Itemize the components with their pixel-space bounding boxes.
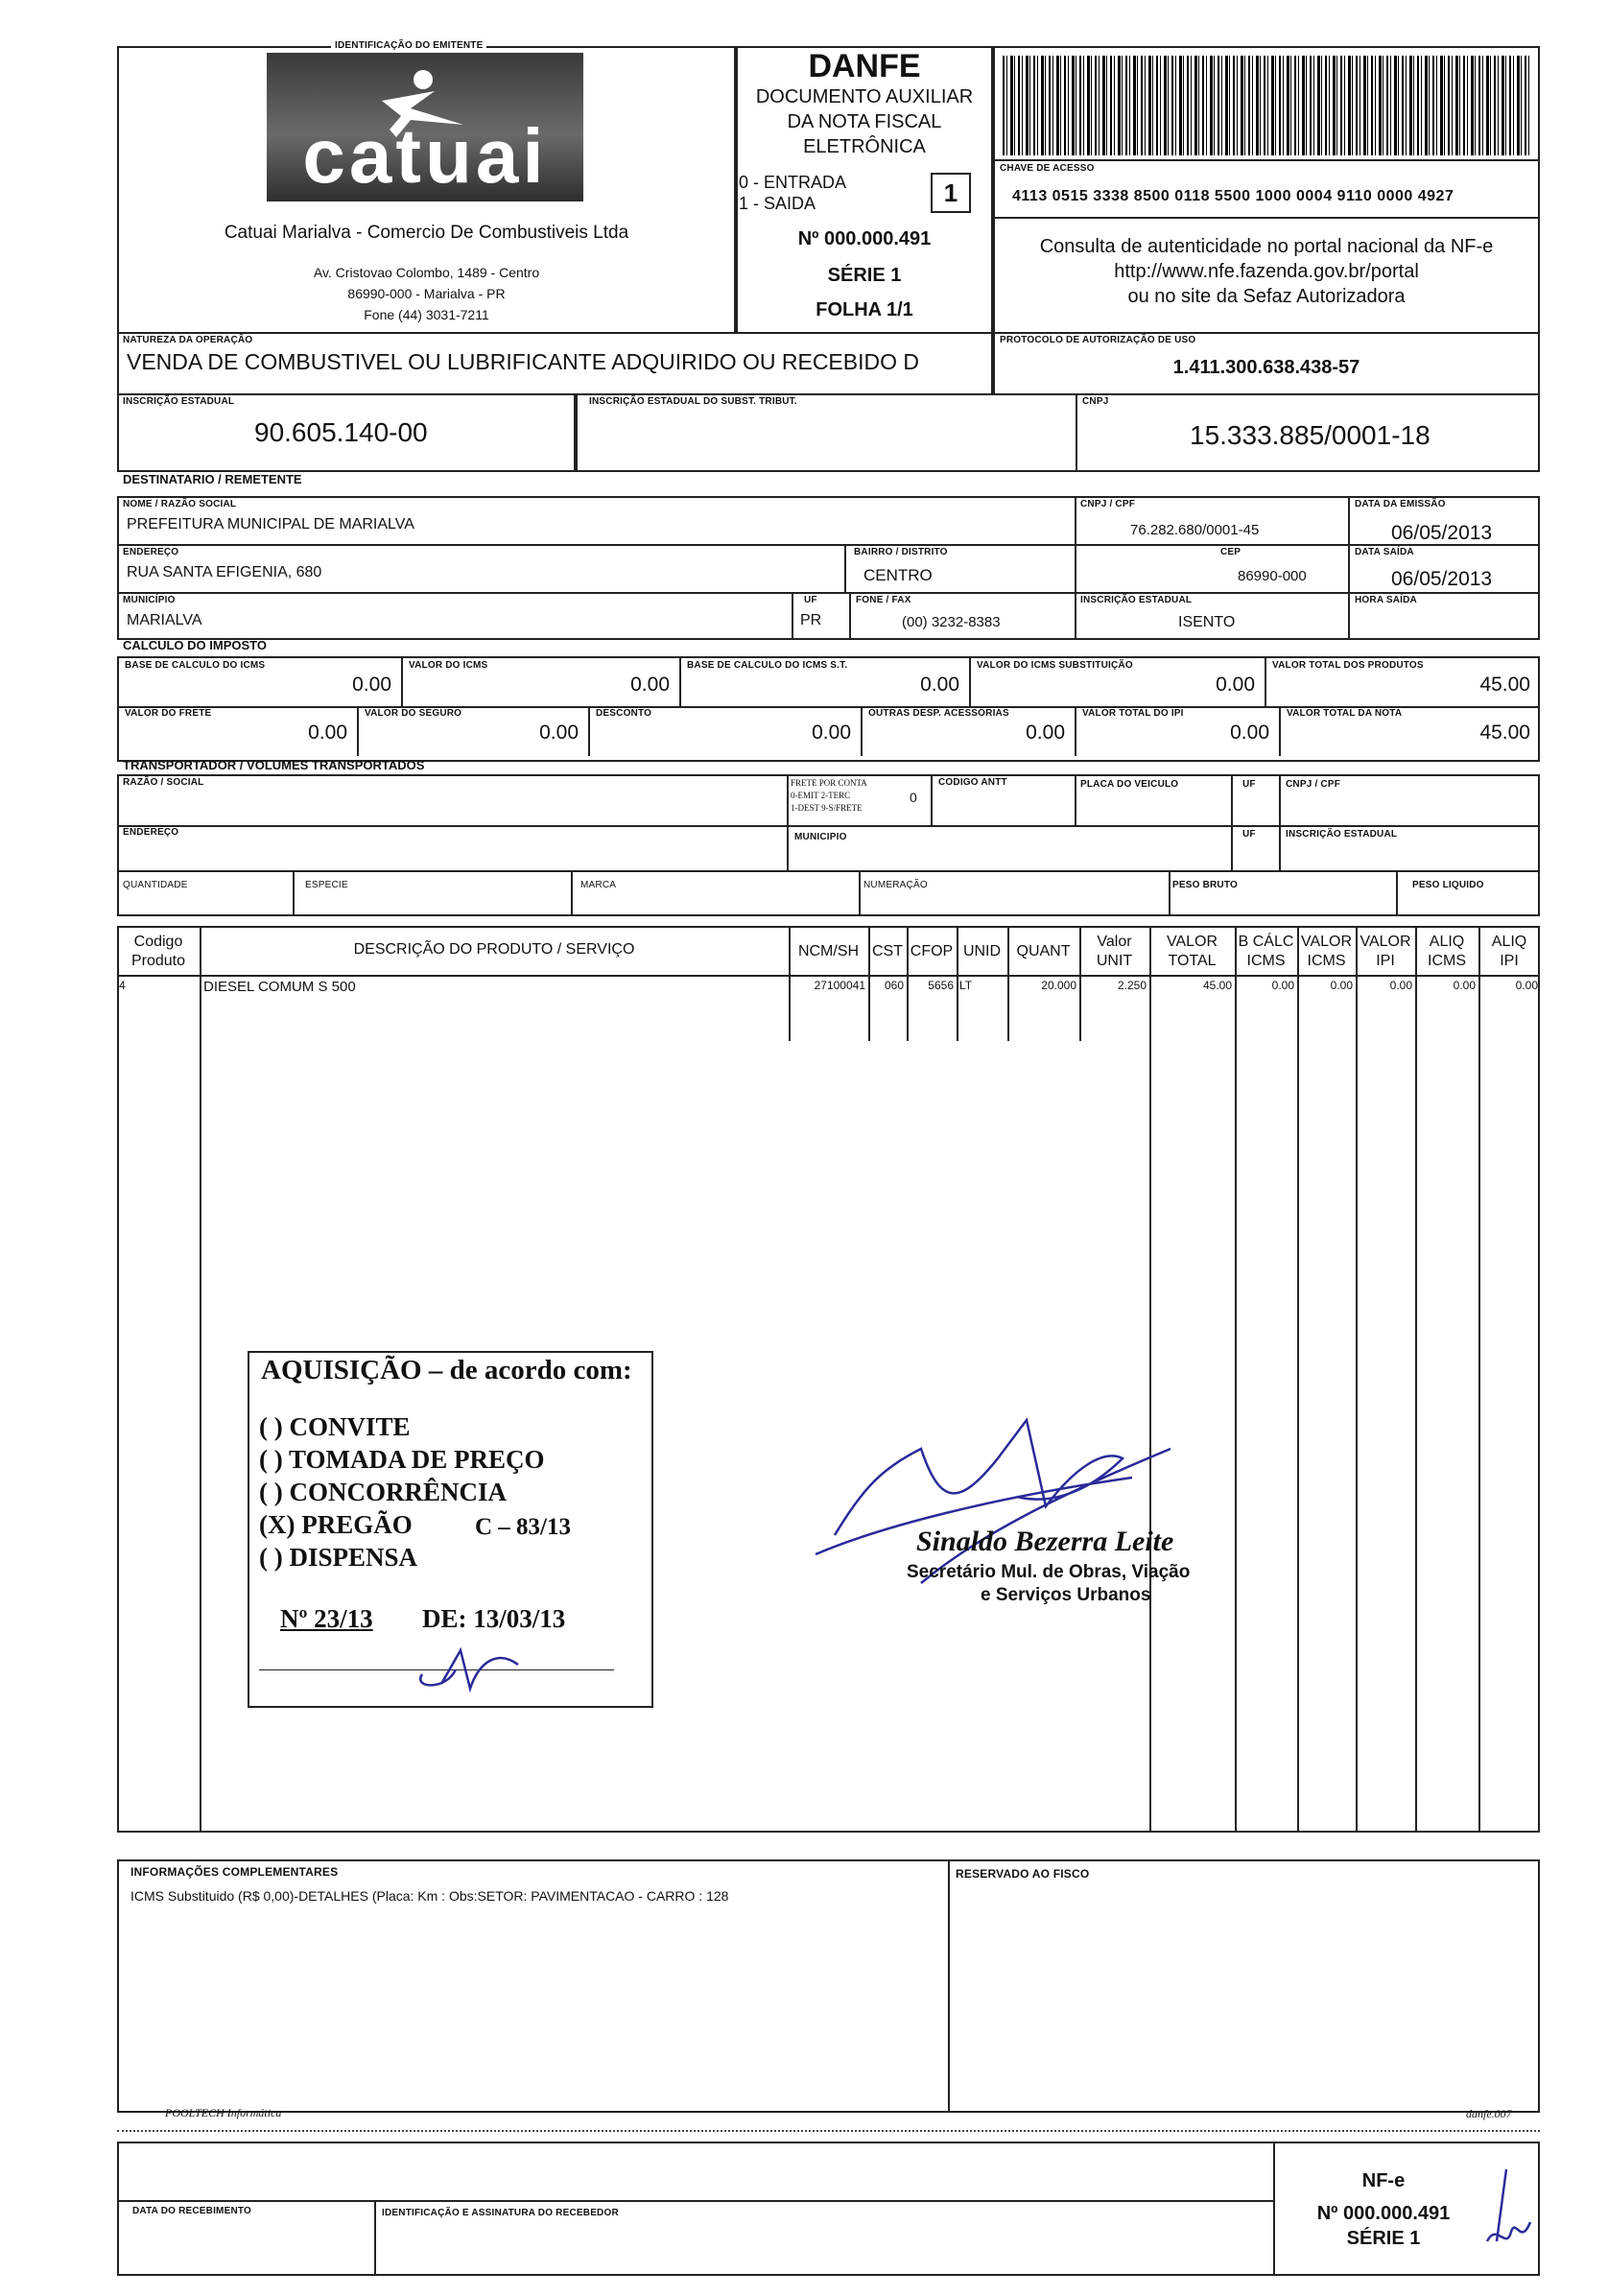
imposto-row1-label: BASE DE CALCULO DO ICMS xyxy=(125,660,266,671)
transp-peso-liquido-label: PESO LIQUIDO xyxy=(1412,880,1484,890)
imposto-row2-label: VALOR DO FRETE xyxy=(125,708,212,719)
catuai-logo xyxy=(267,53,583,201)
transp-marca-label: MARCA xyxy=(580,880,617,890)
danfe-folha: FOLHA 1/1 xyxy=(816,299,913,320)
stamp-numero: Nº 23/13 xyxy=(280,1604,373,1633)
dest-hora-label: HORA SAÍDA xyxy=(1355,595,1417,605)
hdr-vtotal xyxy=(1149,933,1235,971)
software-name: POOLTECH Informática xyxy=(165,2106,282,2119)
dest-cep-label: CEP xyxy=(1220,547,1241,557)
danfe-entrada: 0 - ENTRADA xyxy=(739,173,847,192)
danfe-subtitle-1: DOCUMENTO AUXILIAR xyxy=(755,86,974,107)
hdr-bcalc-2: ICMS xyxy=(1246,953,1286,969)
prod-col-10 xyxy=(1297,926,1299,1833)
transp-col-3 xyxy=(1075,774,1076,825)
complementares-texto: ICMS Substituido (R$ 0,00)-DETALHES (Placa: Km : Obs:SETOR: PAVIMENTACAO - CARRO : 128 xyxy=(130,1888,729,1904)
stamp-opt-concorrencia: ( ) CONCORRÊNCIA xyxy=(259,1478,507,1506)
hdr-aicms xyxy=(1415,933,1478,971)
cut-line xyxy=(117,2130,1540,2132)
produto-vicms: 0.00 xyxy=(1330,979,1353,992)
ie-label: INSCRIÇÃO ESTADUAL xyxy=(123,396,235,407)
canhoto-serie: SÉRIE 1 xyxy=(1346,2228,1421,2249)
transp-col-2 xyxy=(931,774,933,825)
hdr-aipi xyxy=(1478,933,1540,971)
transp-endereco-label: ENDEREÇO xyxy=(123,827,179,838)
danfe-numero: Nº 000.000.491 xyxy=(797,228,932,249)
imposto-row2-value: 45.00 xyxy=(1479,722,1530,744)
dest-col-line-3 xyxy=(844,544,846,592)
emitente-section-label: IDENTIFICAÇÃO DO EMITENTE xyxy=(331,40,486,51)
hdr-codigo xyxy=(117,933,200,971)
acesso-divider-1 xyxy=(993,159,1540,161)
prod-col-13 xyxy=(1478,926,1480,1833)
imposto-row2-value: 0.00 xyxy=(308,722,347,744)
consulta-1: Consulta de autenticidade no portal nacional da NF-e xyxy=(1039,236,1494,257)
produto-vtotal: 45.00 xyxy=(1202,979,1232,992)
dest-ie-label: INSCRIÇÃO ESTADUAL xyxy=(1080,595,1193,605)
hdr-unid: UNID xyxy=(962,943,1002,959)
prod-col-9 xyxy=(1235,926,1237,1833)
transp-qtd-label: QUANTIDADE xyxy=(123,880,188,890)
dest-emissao: 06/05/2013 xyxy=(1391,522,1493,544)
transp-cnpj-label: CNPJ / CPF xyxy=(1286,779,1341,790)
hdr-ncm: NCM/SH xyxy=(797,943,860,959)
imposto-row2-value: 0.00 xyxy=(1230,722,1269,744)
dest-cep: 86990-000 xyxy=(1238,568,1307,584)
dest-uf: PR xyxy=(800,612,822,628)
transp-row-line-2 xyxy=(117,870,1540,872)
hdr-vipi-1: VALOR xyxy=(1360,934,1411,950)
ie-st-label: INSCRIÇÃO ESTADUAL DO SUBST. TRIBUT. xyxy=(589,396,797,407)
barcode xyxy=(1003,56,1530,155)
imposto-row1-value: 0.00 xyxy=(920,674,959,696)
transp-col-5 xyxy=(1279,774,1281,870)
hdr-codigo-2: Produto xyxy=(130,953,186,969)
danfe-serie: SÉRIE 1 xyxy=(827,265,902,286)
dest-municipio-label: MUNICÍPIO xyxy=(123,595,176,605)
transp-ie-label: INSCRIÇÃO ESTADUAL xyxy=(1286,829,1398,840)
dest-endereco-label: ENDEREÇO xyxy=(123,547,179,557)
imposto-row1-label: VALOR DO ICMS SUBSTITUIÇÃO xyxy=(977,660,1133,671)
dest-emissao-label: DATA DA EMISSÃO xyxy=(1355,499,1446,509)
dest-saida-label: DATA SAÍDA xyxy=(1355,547,1414,557)
hdr-vicms-2: ICMS xyxy=(1307,953,1346,969)
produto-aicms: 0.00 xyxy=(1453,979,1476,992)
dest-bairro: CENTRO xyxy=(863,566,933,584)
transp-uf-label: UF xyxy=(1242,779,1256,790)
danfe-subtitle-2: DA NOTA FISCAL xyxy=(787,111,942,132)
recebimento-data-label: DATA DO RECEBIMENTO xyxy=(132,2206,251,2216)
transp-frete-1: FRETE POR CONTA xyxy=(791,778,867,788)
natureza-label: NATUREZA DA OPERAÇÃO xyxy=(123,335,253,345)
hdr-aicms-2: ICMS xyxy=(1428,953,1466,969)
hdr-vtotal-1: VALOR xyxy=(1166,934,1218,950)
signature-cargo-1: Secretário Mul. de Obras, Viação xyxy=(907,1562,1191,1582)
stamp-opt-tomada: ( ) TOMADA DE PREÇO xyxy=(259,1445,545,1474)
hdr-cst: CST xyxy=(872,943,903,959)
produtos-header-line xyxy=(117,975,1540,977)
imposto-row2-value: 0.00 xyxy=(812,722,851,744)
transp-antt-label: CODIGO ANTT xyxy=(938,777,1007,788)
imposto-row2-value: 0.00 xyxy=(1026,722,1065,744)
signature-name: Sinaldo Bezerra Leite xyxy=(916,1526,1174,1557)
stamp-opt-dispensa: ( ) DISPENSA xyxy=(259,1543,418,1572)
hdr-vipi xyxy=(1356,933,1415,971)
dest-col-line-2 xyxy=(1348,496,1350,640)
transp-municipio-label: MUNICIPIO xyxy=(794,832,847,842)
dest-ie: ISENTO xyxy=(1178,614,1236,630)
transp-especie-label: ESPECIE xyxy=(305,880,348,890)
hdr-aipi-1: ALIQ xyxy=(1491,934,1527,950)
dest-col-line-4 xyxy=(792,592,793,640)
hdr-quant: QUANT xyxy=(1016,943,1071,959)
transp-col-9 xyxy=(1169,870,1171,916)
transp-peso-bruto-label: PESO BRUTO xyxy=(1172,880,1238,890)
dest-municipio: MARIALVA xyxy=(127,612,202,628)
fisco-label: RESERVADO AO FISCO xyxy=(956,1867,1090,1881)
imposto-row2-label: VALOR DO SEGURO xyxy=(365,708,462,719)
produto-codigo: 4 xyxy=(119,979,126,992)
transp-frete-val: 0 xyxy=(910,790,917,805)
imposto-row1-value: 0.00 xyxy=(630,674,670,696)
imposto-section-label: CALCULO DO IMPOSTO xyxy=(123,638,267,652)
dest-col-line-5 xyxy=(849,592,851,640)
chave-label: CHAVE DE ACESSO xyxy=(1000,163,1095,174)
signature-cargo-2: e Serviços Urbanos xyxy=(981,1585,1151,1605)
prod-col-1 xyxy=(200,926,201,1833)
imposto-row2-value: 0.00 xyxy=(539,722,579,744)
transp-col-7 xyxy=(571,870,573,916)
transp-numeracao-label: NUMERAÇÃO xyxy=(863,880,928,890)
produto-quant: 20.000 xyxy=(1041,979,1076,992)
dest-nome: PREFEITURA MUNICIPAL DE MARIALVA xyxy=(127,516,414,533)
stamp-opt-pregao-ref: C – 83/13 xyxy=(475,1514,571,1540)
dest-row-line-1 xyxy=(117,544,1540,546)
produto-unid: LT xyxy=(959,979,973,992)
transp-placa-label: PLACA DO VEICULO xyxy=(1080,779,1179,790)
cnpj-label: CNPJ xyxy=(1082,396,1109,407)
transportador-section-label: TRANSPORTADOR / VOLUMES TRANSPORTADOS xyxy=(123,758,425,772)
imposto-row2-label: OUTRAS DESP. ACESSORIAS xyxy=(868,708,1009,719)
recebimento-col-1 xyxy=(374,2200,376,2276)
canhoto-initials-signature xyxy=(1478,2165,1535,2270)
protocolo-value: 1.411.300.638.438-57 xyxy=(1172,357,1360,378)
recebimento-ident-label: IDENTIFICAÇÃO E ASSINATURA DO RECEBEDOR xyxy=(382,2208,619,2218)
hdr-vipi-2: IPI xyxy=(1376,953,1395,969)
complementares-divider xyxy=(948,1859,950,2113)
produto-vunit: 2.250 xyxy=(1117,979,1147,992)
imposto-row2-label: VALOR TOTAL DA NOTA xyxy=(1287,708,1403,719)
emitente-endereco: Av. Cristovao Colombo, 1489 - Centro xyxy=(313,265,540,280)
ie-value: 90.605.140-00 xyxy=(254,417,428,447)
prod-col-12 xyxy=(1415,926,1417,1833)
dest-nome-label: NOME / RAZÃO SOCIAL xyxy=(123,499,237,509)
hdr-vicms xyxy=(1297,933,1356,971)
produto-aipi: 0.00 xyxy=(1515,979,1538,992)
imposto-row1-label: BASE DE CALCULO DO ICMS S.T. xyxy=(687,660,848,671)
produto-cfop: 5656 xyxy=(928,979,954,992)
dest-col-line-1 xyxy=(1075,496,1076,640)
transp-col-6 xyxy=(293,870,295,916)
hdr-vunit-2: UNIT xyxy=(1096,953,1133,969)
hdr-vtotal-2: TOTAL xyxy=(1168,953,1217,969)
dest-cnpj: 76.282.680/0001-45 xyxy=(1130,522,1260,538)
produto-vipi: 0.00 xyxy=(1389,979,1412,992)
hdr-vicms-1: VALOR xyxy=(1300,934,1353,950)
transp-col-8 xyxy=(859,870,861,916)
consulta-3: ou no site da Sefaz Autorizadora xyxy=(1127,286,1406,307)
canhoto-numero: Nº 000.000.491 xyxy=(1316,2203,1451,2224)
logo-text: catuai xyxy=(302,113,548,199)
emitente-cidade: 86990-000 - Marialva - PR xyxy=(347,286,506,301)
transp-col-4 xyxy=(1231,774,1233,870)
hdr-vunit xyxy=(1079,933,1149,971)
natureza-value: VENDA DE COMBUSTIVEL OU LUBRIFICANTE ADQUIRIDO OU RECEBIDO D xyxy=(127,349,920,374)
danfe-subtitle-3: ELETRÔNICA xyxy=(803,136,926,157)
recebimento-line xyxy=(117,2200,1273,2202)
hdr-vunit-1: Valor xyxy=(1097,934,1132,950)
hdr-codigo-1: Codigo xyxy=(133,934,183,950)
acesso-divider-2 xyxy=(993,217,1540,219)
stamp-title: AQUISIÇÃO – de acordo com: xyxy=(261,1355,632,1385)
imposto-row2-label: DESCONTO xyxy=(596,708,652,719)
dest-uf-label: UF xyxy=(804,595,817,605)
cnpj-value: 15.333.885/0001-18 xyxy=(1190,420,1431,450)
imposto-row1-value: 0.00 xyxy=(1216,674,1255,696)
dest-cnpj-label: CNPJ / CPF xyxy=(1080,499,1136,509)
transp-frete-2: 0-EMIT 2-TERC xyxy=(791,791,851,800)
produto-ncm: 27100041 xyxy=(814,979,865,992)
canhoto-nfe: NF-e xyxy=(1361,2170,1406,2191)
dest-row-line-2 xyxy=(117,592,1540,594)
destinatario-section-label: DESTINATARIO / REMETENTE xyxy=(123,472,302,486)
imposto-row2-label: VALOR TOTAL DO IPI xyxy=(1082,708,1184,719)
stamp-data: DE: 13/03/13 xyxy=(422,1604,566,1633)
prod-col-8 xyxy=(1149,926,1151,1833)
produto-descricao: DIESEL COMUM S 500 xyxy=(203,979,356,995)
prod-col-11 xyxy=(1356,926,1358,1833)
danfe-tipo-box xyxy=(931,173,971,213)
danfe-tipo: 1 xyxy=(943,178,958,207)
consulta-2: http://www.nfe.fazenda.gov.br/portal xyxy=(1114,261,1419,282)
transp-col-10 xyxy=(1396,870,1398,916)
stamp-opt-convite: ( ) CONVITE xyxy=(259,1412,411,1441)
form-code: danfe.007 xyxy=(1466,2107,1512,2120)
imposto-row1-value: 0.00 xyxy=(352,674,391,696)
transp-frete-3: 1-DEST 9-S/FRETE xyxy=(791,803,863,813)
dest-bairro-label: BAIRRO / DISTRITO xyxy=(854,547,948,557)
transp-uf2-label: UF xyxy=(1242,829,1256,840)
danfe-saida: 1 - SAIDA xyxy=(739,194,816,213)
stamp-opt-pregao: (X) PREGÃO xyxy=(259,1510,413,1539)
hdr-cfop: CFOP xyxy=(910,943,954,959)
dest-endereco: RUA SANTA EFIGENIA, 680 xyxy=(127,564,322,580)
imposto-row1-label: VALOR DO ICMS xyxy=(409,660,488,671)
dest-fone: (00) 3232-8383 xyxy=(902,614,1001,630)
imposto-row1-value: 45.00 xyxy=(1479,674,1530,696)
imposto-row1-label: VALOR TOTAL DOS PRODUTOS xyxy=(1272,660,1424,671)
stamp-initials-signature xyxy=(403,1631,537,1698)
transp-row-line-1 xyxy=(117,825,1540,827)
emitente-nome: Catuai Marialva - Comercio De Combustiveis Ltda xyxy=(224,223,629,243)
aquisicao-stamp xyxy=(248,1351,653,1708)
hdr-aicms-1: ALIQ xyxy=(1429,934,1465,950)
hdr-bcalc xyxy=(1235,933,1297,971)
danfe-title: DANFE xyxy=(808,48,921,84)
hdr-descricao: DESCRIÇÃO DO PRODUTO / SERVIÇO xyxy=(353,941,635,958)
hdr-bcalc-1: B CÁLC xyxy=(1238,934,1294,950)
hdr-aipi-2: IPI xyxy=(1500,953,1519,969)
transp-col-1 xyxy=(787,774,789,870)
produto-bcalc: 0.00 xyxy=(1271,979,1294,992)
dest-saida: 06/05/2013 xyxy=(1391,568,1493,590)
chave-acesso: 4113 0515 3338 8500 0118 5500 1000 0004 9110 0000 4927 xyxy=(1012,188,1454,204)
produto-cst: 060 xyxy=(884,979,904,992)
emitente-fone: Fone (44) 3031-7211 xyxy=(364,307,489,322)
transp-razao-label: RAZÃO / SOCIAL xyxy=(123,777,204,788)
complementares-label: INFORMAÇÕES COMPLEMENTARES xyxy=(130,1865,339,1879)
protocolo-label: PROTOCOLO DE AUTORIZAÇÃO DE USO xyxy=(1000,335,1196,345)
dest-fone-label: FONE / FAX xyxy=(856,595,911,605)
